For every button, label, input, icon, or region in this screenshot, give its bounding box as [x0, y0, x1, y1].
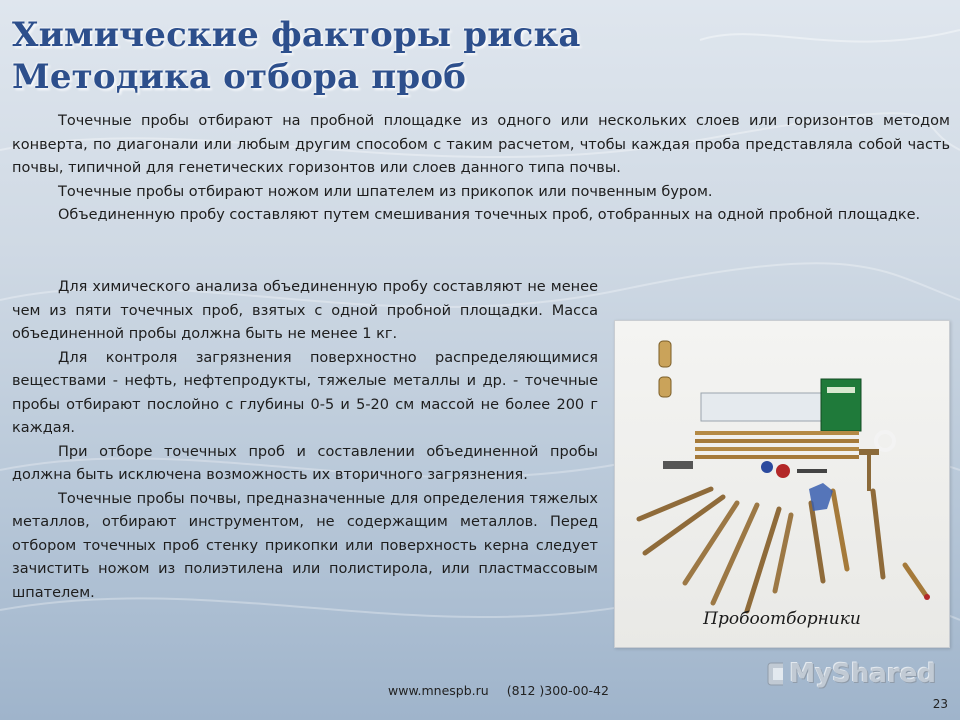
title-line-2: Методика отбора проб — [12, 57, 467, 97]
logo-mark-icon — [766, 659, 783, 689]
paragraph: При отборе точечных проб и составлении объединенной пробы должна быть исключена возможность их вторичного загрязнения. — [12, 443, 598, 483]
left-paragraphs — [12, 276, 598, 605]
paragraph: Точечные пробы отбирают на пробной площадке из одного или нескольких слоев или горизонтов методом конверта, по диагонали или любым другим способом с таким расчетом, чтобы каждая проба представляла собой часть почвы, типичной для генетических горизонтов или слоев данного типа почвы. — [12, 113, 950, 176]
slide-title — [12, 14, 712, 98]
page-number: 23 — [932, 697, 948, 711]
paragraph: Точечные пробы почвы, предназначенные для определения тяжелых металлов, отбирают инструментом, не содержащим металлов. Перед отбором точечных проб стенку прикопки или поверхность керна следует зачистить ножом из полиэтилена или полистирола, или пластмассовым шпателем. — [12, 490, 598, 601]
title-line-1: Химические факторы риска — [12, 15, 581, 55]
logo-text: MyShared — [789, 659, 936, 689]
paragraph: Для контроля загрязнения поверхностно распределяющимися веществами - нефть, нефтепродукты, тяжелые металлы и др. - точечные пробы отбирают послойно с глубины 0-5 и 5-20 см массой не более 200 г каждая. — [12, 349, 598, 436]
footer-site-link[interactable]: www.mnespb.ru — [388, 683, 489, 698]
top-paragraphs — [12, 110, 950, 228]
paragraph: Для химического анализа объединенную пробу составляют не менее чем из пяти точечных проб, взятых с одной пробной площадки. Масса объединенной пробы должна быть не менее 1 кг. — [12, 279, 598, 342]
sampler-photo — [614, 320, 950, 648]
footer — [388, 683, 623, 698]
soil-sampler-tools-illustration — [615, 321, 949, 647]
myshared-logo — [766, 656, 936, 692]
paragraph: Объединенную пробу составляют путем смешивания точечных проб, отобранных на одной пробной площадке. — [58, 207, 921, 223]
paragraph: Точечные пробы отбирают ножом или шпателем из прикопок или почвенным буром. — [58, 183, 713, 200]
photo-caption: Пробоотборники — [703, 609, 861, 629]
footer-phone: (812 )300-00-42 — [506, 683, 609, 698]
